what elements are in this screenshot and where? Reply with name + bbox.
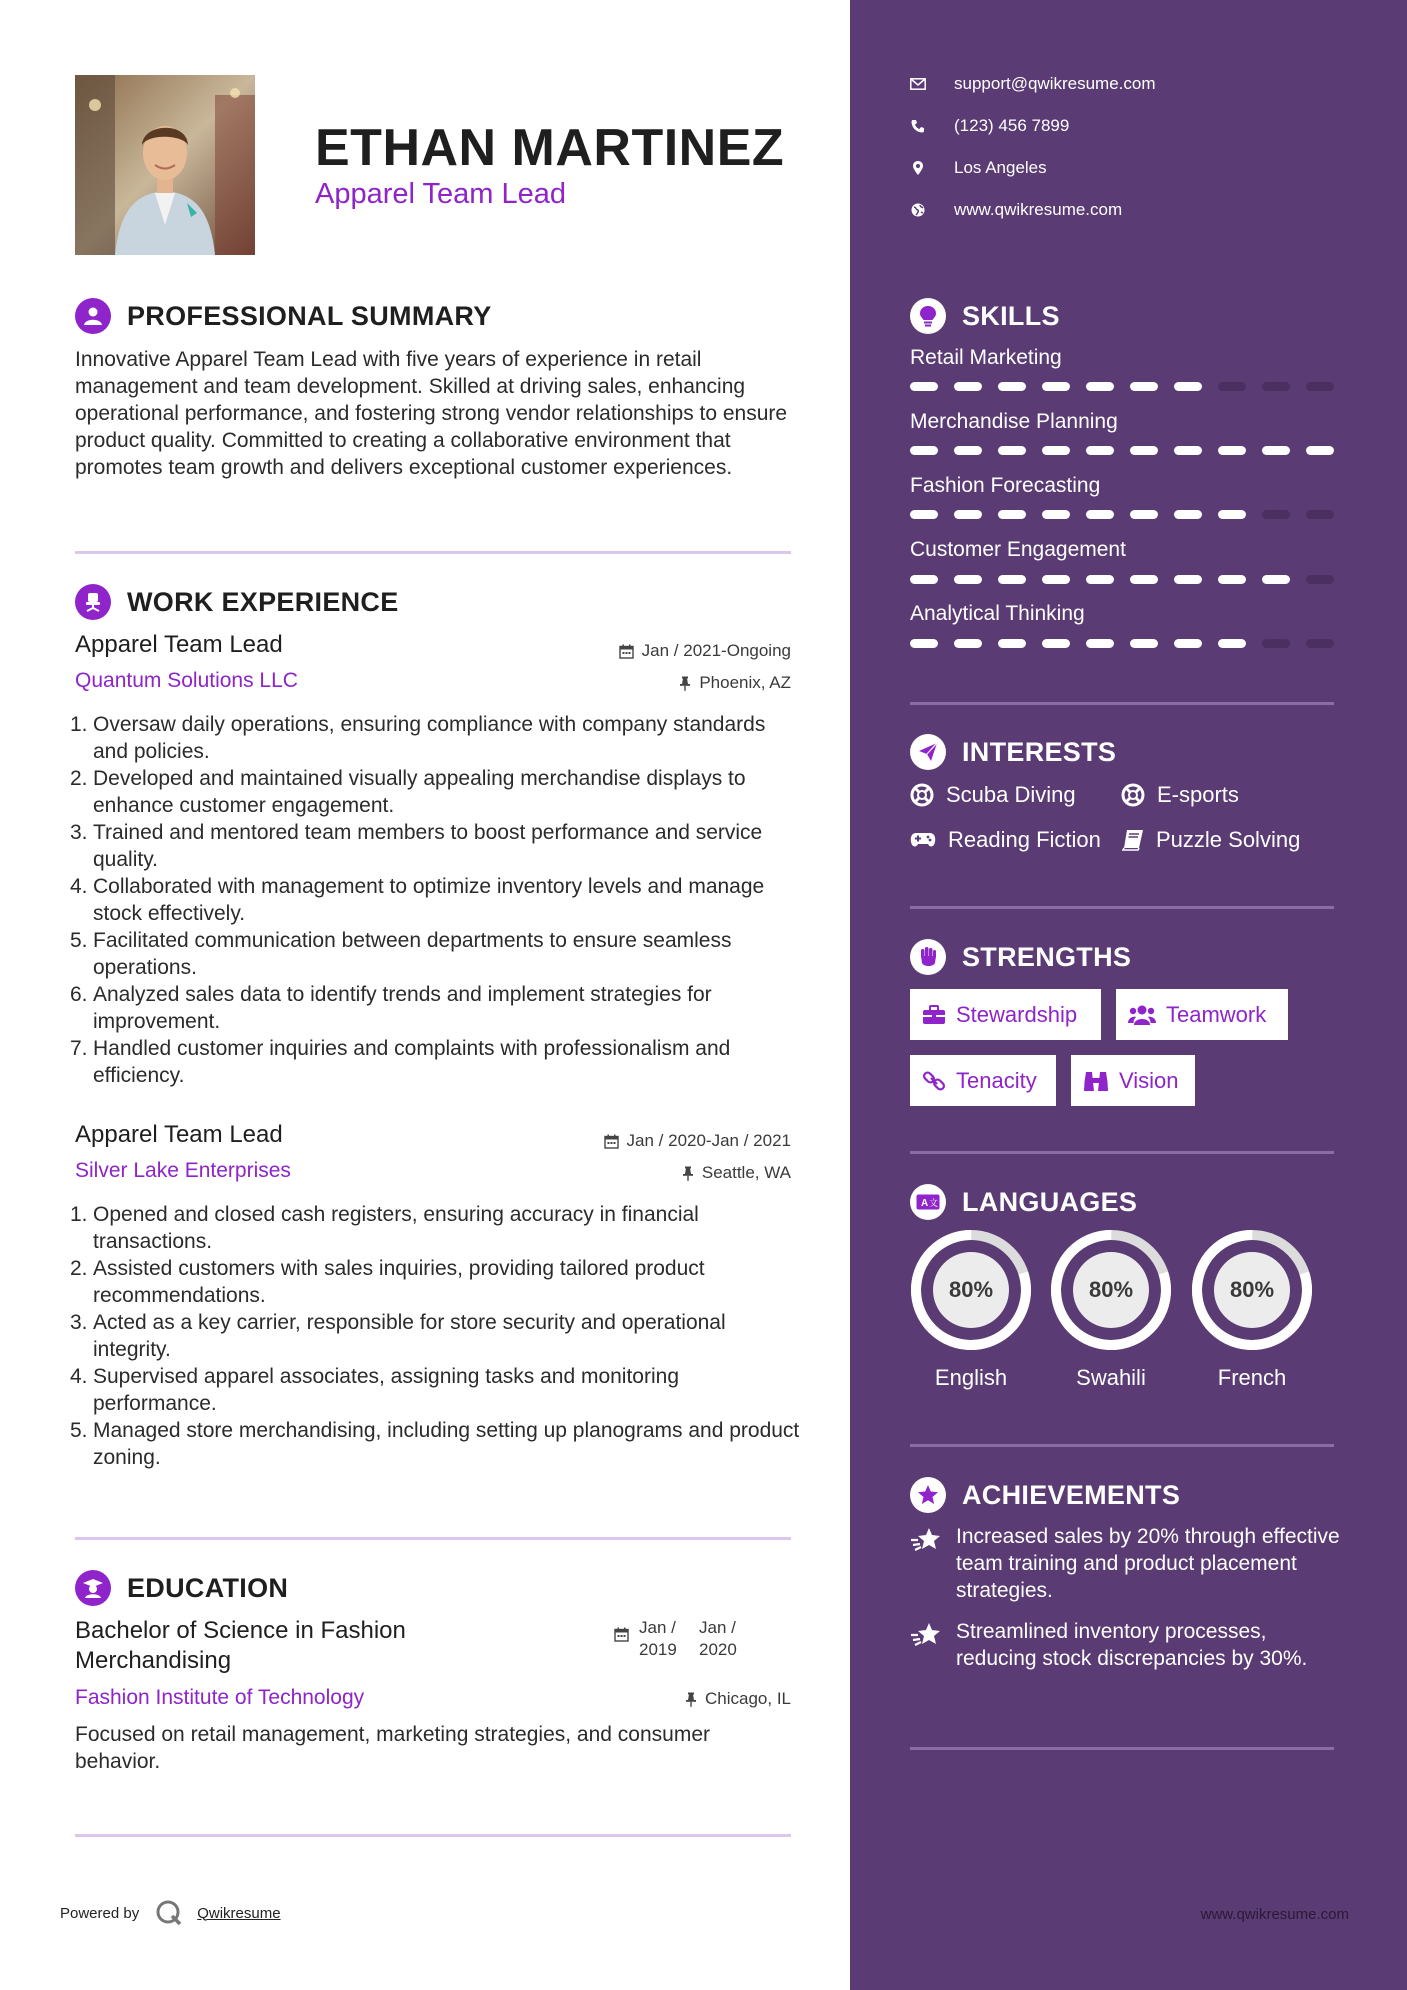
lifebuoy-icon [910,783,934,807]
list-item: 1. Opened and closed cash registers, ensuring accuracy in financial transactions. [70,1203,699,1253]
list-item: 7. Handled customer inquiries and complaints with professionalism and efficiency. [70,1037,731,1087]
skill-segment [1086,639,1114,648]
skill-segment [1086,382,1114,391]
summary-title: PROFESSIONAL SUMMARY [127,300,492,331]
education-header [75,1570,288,1606]
star-icon [910,1477,946,1513]
calendar-icon [604,1134,619,1149]
language-percent: 80% [948,1277,994,1302]
achievements-header [910,1477,1180,1513]
job-duties [70,711,800,1089]
strengths-header [910,939,1131,975]
achievement-item [910,1523,1340,1604]
phone-icon [910,119,926,133]
fist-icon [910,939,946,975]
paper-plane-icon [910,734,946,770]
achievement-item [910,1618,1340,1672]
job-location-text: Phoenix, AZ [699,673,791,692]
skill-name: Customer Engagement [910,538,1126,561]
interest-label: E-sports [1157,782,1239,807]
contact-website [910,200,1122,220]
lightbulb-icon [910,298,946,334]
company-name: Quantum Solutions LLC [75,669,298,692]
summary-text: Innovative Apparel Team Lead with five years of experience in retail management and team development. Skilled at driving sales, enhancing operational performance, and fostering strong vendor relationships to ensure product quality. Committed to creating a collaborative environment that promotes team growth and delivers exceptional customer experiences. [75,348,788,479]
job-location [682,1163,791,1183]
skill-segment [1130,382,1158,391]
skill-segment [1042,446,1070,455]
skill-segment [910,510,938,519]
language-gauge [1191,1229,1313,1356]
section-divider [910,702,1334,705]
interest-label: Scuba Diving [946,782,1076,807]
skill-name: Retail Marketing [910,346,1062,369]
link-icon [922,1069,946,1093]
skill-name: Fashion Forecasting [910,474,1101,497]
strength-chip [910,989,1101,1040]
list-item: 3. Trained and mentored team members to boost performance and service quality. [70,821,763,871]
skill-segment [1262,639,1290,648]
skill-segment [1130,575,1158,584]
school-name: Fashion Institute of Technology [75,1686,365,1709]
language-name: French [1217,1365,1287,1390]
calendar-icon [619,644,634,659]
job-dates [619,641,791,661]
education-location [685,1689,791,1709]
skill-segment [1262,575,1290,584]
education-description: Focused on retail management, marketing strategies, and consumer behavior. [75,1723,710,1773]
skill-level-bar [910,446,1350,455]
skill-segment [998,639,1026,648]
experience-title: WORK EXPERIENCE [127,586,399,617]
skill-segment [1306,510,1334,519]
experience-header [75,584,399,620]
skill-segment [954,446,982,455]
skill-segment [1086,446,1114,455]
skills-title: SKILLS [962,300,1060,331]
section-divider [910,1151,1334,1154]
interest-item [1121,782,1239,808]
job-location [679,673,791,693]
list-item: 6. Analyzed sales data to identify trends and implement strategies for improvement. [70,983,712,1033]
skill-segment [998,382,1026,391]
job-dates [604,1131,791,1151]
briefcase-icon [922,1005,946,1025]
skill-segment [1218,575,1246,584]
section-divider [75,551,791,554]
contact-location [910,158,1047,178]
skill-segment [910,639,938,648]
language-icon [910,1184,946,1220]
strength-chip [1071,1055,1195,1106]
contact-email [910,74,1156,94]
gamepad-icon [910,831,936,849]
job-dates-text: Jan / 2020-Jan / 2021 [626,1131,791,1150]
interests-header [910,734,1116,770]
language-name: English [934,1365,1008,1390]
skill-segment [910,575,938,584]
strengths-title: STRENGTHS [962,941,1132,972]
pin-icon [679,676,691,691]
list-item: 5. Facilitated communication between departments to ensure seamless operations. [70,929,732,979]
svg-text:文: 文 [929,1199,939,1209]
list-item: 3. Acted as a key carrier, responsible for store security and operational integrity. [70,1311,726,1361]
degree-name: Bachelor of Science in Fashion Merchandising [75,1617,406,1674]
skill-segment [1218,510,1246,519]
languages-title: LANGUAGES [962,1186,1138,1217]
skill-segment [1174,639,1202,648]
interests-title: INTERESTS [962,736,1117,767]
contact-website-text: www.qwikresume.com [954,200,1123,219]
calendar-icon [614,1627,629,1642]
qwikresume-logo-icon [155,1899,183,1927]
skill-segment [954,382,982,391]
language-percent: 80% [1088,1277,1134,1302]
pin-icon [682,1166,694,1181]
interest-label: Reading Fiction [948,827,1101,852]
skill-name: Analytical Thinking [910,602,1085,625]
skill-segment [1218,382,1246,391]
list-item: 1. Oversaw daily operations, ensuring compliance with company standards and policies. [70,713,766,763]
summary-header [75,298,492,334]
skill-name: Merchandise Planning [910,410,1118,433]
lifebuoy-icon [1121,783,1145,807]
skill-segment [1130,510,1158,519]
interest-label: Puzzle Solving [1156,827,1301,852]
footer-website[interactable]: www.qwikresume.com [1200,1906,1349,1923]
strength-label: Vision [1119,1067,1179,1093]
language-percent: 80% [1229,1277,1275,1302]
job-location-text: Seattle, WA [701,1163,791,1182]
skill-segment [1130,639,1158,648]
skill-segment [954,575,982,584]
skill-segment [998,446,1026,455]
languages-header [910,1184,1137,1220]
user-icon [75,298,111,334]
strength-label: Tenacity [956,1067,1037,1093]
skill-segment [1262,446,1290,455]
skill-segment [910,382,938,391]
skill-segment [1086,510,1114,519]
skill-level-bar [910,510,1350,519]
section-divider [910,906,1334,909]
skills-header [910,298,1060,334]
candidate-role: Apparel Team Lead [315,178,566,210]
education-location-text: Chicago, IL [705,1689,791,1708]
skill-level-bar [910,575,1350,584]
strength-chip [1116,989,1288,1040]
skill-segment [1174,446,1202,455]
skill-segment [1174,575,1202,584]
strength-chip [910,1055,1056,1106]
language-gauge [910,1229,1032,1356]
contact-location-text: Los Angeles [954,158,1047,177]
list-item: 4. Supervised apparel associates, assigning tasks and monitoring performance. [70,1365,680,1415]
graduate-icon [75,1570,111,1606]
qwikresume-link[interactable]: Qwikresume [197,1904,281,1922]
envelope-icon [910,78,926,90]
skill-segment [1042,510,1070,519]
skill-segment [1086,575,1114,584]
location-pin-icon [910,161,926,175]
shooting-star-icon [910,1621,944,1672]
job-duties [70,1201,800,1471]
achievement-text: Streamlined inventory processes, reducing stock discrepancies by 30%. [956,1620,1308,1670]
achievements-title: ACHIEVEMENTS [962,1479,1181,1510]
section-divider [910,1444,1334,1447]
strength-label: Stewardship [956,1001,1078,1027]
binoculars-icon [1083,1070,1109,1092]
achievement-text: Increased sales by 20% through effective team training and product placement strategies. [956,1525,1340,1602]
list-item: 2. Assisted customers with sales inquiries, providing tailored product recommendations. [70,1257,705,1307]
company-name: Silver Lake Enterprises [75,1159,291,1182]
skill-segment [1042,575,1070,584]
contact-phone-text: (123) 456 7899 [954,116,1070,135]
skill-segment [1306,382,1334,391]
section-divider [910,1747,1334,1750]
skill-segment [1174,382,1202,391]
candidate-name: ETHAN MARTINEZ [315,119,785,177]
education-start: Jan / 2019 [639,1618,677,1659]
skill-segment [998,510,1026,519]
svg-text:A: A [921,1198,929,1209]
strength-label: Teamwork [1166,1001,1267,1027]
skill-segment [1218,639,1246,648]
skill-segment [1042,639,1070,648]
skill-segment [1262,510,1290,519]
office-chair-icon [75,584,111,620]
interest-item [1122,827,1300,853]
list-item: 5. Managed store merchandising, including setting up planograms and product zoning. [70,1419,800,1469]
skill-segment [1262,382,1290,391]
powered-by-text: Powered by [60,1904,140,1922]
job-title: Apparel Team Lead [75,1121,283,1148]
education-end: Jan / 2020 [699,1618,737,1659]
skill-segment [1130,446,1158,455]
contact-email-text: support@qwikresume.com [954,74,1156,93]
users-icon [1128,1004,1156,1026]
footer-powered-by [60,1899,281,1927]
skill-segment [1306,575,1334,584]
section-divider [75,1834,791,1837]
job-dates-text: Jan / 2021-Ongoing [641,641,791,660]
book-icon [1122,829,1144,851]
profile-photo [75,75,255,255]
skill-segment [954,510,982,519]
skill-segment [1306,639,1334,648]
skill-segment [1306,446,1334,455]
interest-item [910,827,1101,853]
skill-level-bar [910,382,1350,391]
globe-icon [910,203,926,217]
list-item: 4. Collaborated with management to optimize inventory levels and manage stock effectively. [70,875,765,925]
language-gauge [1050,1229,1172,1356]
language-name: Swahili [1076,1365,1146,1390]
shooting-star-icon [910,1526,944,1604]
list-item: 2. Developed and maintained visually appealing merchandise displays to enhance customer engagement. [70,767,746,817]
skill-segment [998,575,1026,584]
skill-segment [910,446,938,455]
pin-icon [685,1692,697,1707]
skill-segment [1174,510,1202,519]
skill-segment [1042,382,1070,391]
interest-item [910,782,1076,808]
job-title: Apparel Team Lead [75,631,283,658]
skill-segment [1218,446,1246,455]
section-divider [75,1537,791,1540]
education-title: EDUCATION [127,1572,289,1603]
skill-segment [954,639,982,648]
skill-level-bar [910,639,1350,648]
contact-phone [910,116,1069,136]
education-dates [614,1617,749,1661]
